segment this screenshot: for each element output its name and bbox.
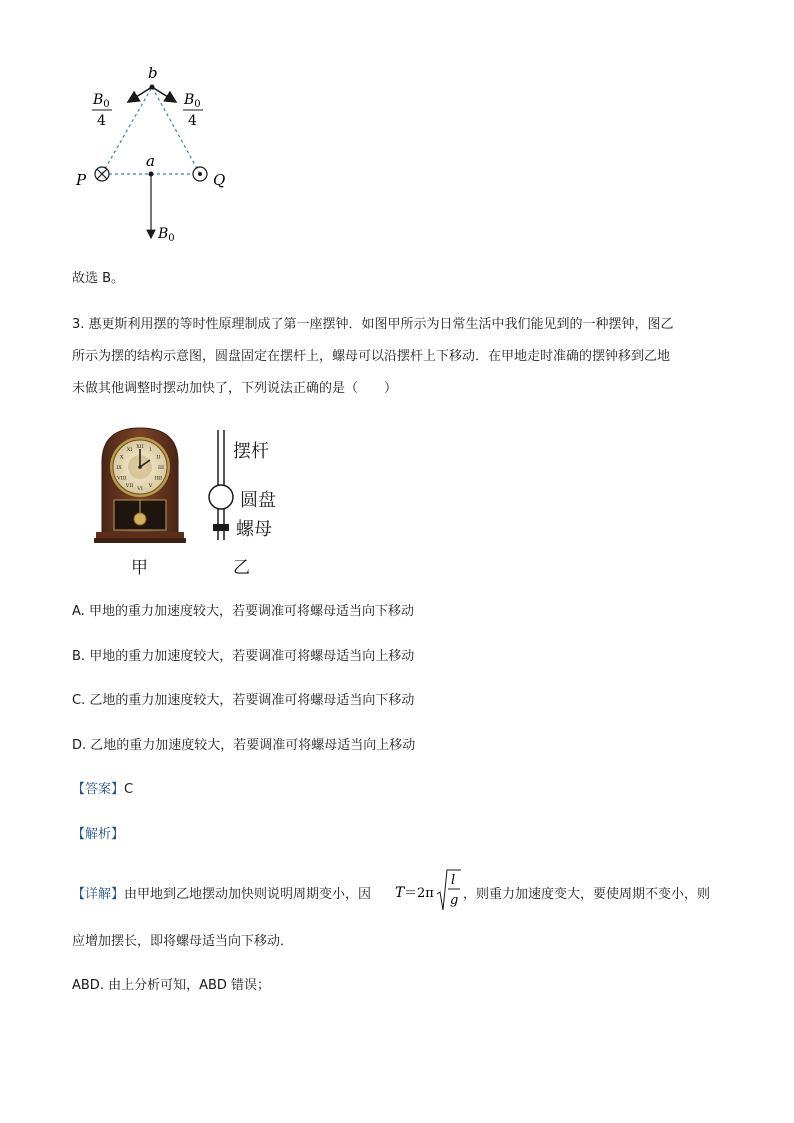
clock-numeral: III xyxy=(158,465,164,471)
wire-q-out-of-page-icon xyxy=(193,167,207,181)
clock-numeral: IIII xyxy=(154,475,163,482)
frac-left-den: 4 xyxy=(97,113,106,129)
label-yi: 乙 xyxy=(233,558,250,578)
detail-text-2: ，则重力加速度变大，要使周期不变小，则 xyxy=(463,887,711,902)
answer-line xyxy=(72,778,133,797)
conclusion-line: ABD. 由上分析可知，ABD 错误； xyxy=(72,978,271,993)
label-b0: $B_0$ xyxy=(158,226,175,244)
option-b[interactable] xyxy=(72,645,414,664)
clock-numeral: IX xyxy=(116,465,122,471)
label-disc: 圆盘 xyxy=(240,490,276,511)
question-line-1 xyxy=(72,313,674,332)
question-text-1: 惠更斯利用摆的等时性原理制成了第一座摆钟．如图甲所示为日常生活中我们能见到的一种摆钟，图乙 xyxy=(88,317,674,332)
analysis-tag: 【解析】 xyxy=(72,827,125,842)
label-jia: 甲 xyxy=(131,558,148,578)
point-a xyxy=(149,172,154,177)
detail-line-2: 应增加摆长，即将螺母适当向下移动． xyxy=(72,934,294,949)
label-p: P xyxy=(76,171,87,189)
pendulum-schematic xyxy=(209,430,233,540)
question-line-2: 所示为摆的结构示意图，圆盘固定在摆杆上，螺母可以沿摆杆上下移动．在甲地走时准确的摆钟移到乙地 xyxy=(72,349,671,364)
pendulum-disc xyxy=(209,485,233,509)
option-d-text: 乙地的重力加速度较大，若要调准可将螺母适当向上移动 xyxy=(90,738,416,753)
clock-numeral: X xyxy=(120,454,124,461)
frac-right-num: $B_0$ xyxy=(184,92,201,110)
frac-right-den: 4 xyxy=(188,113,197,129)
option-b-letter: B. xyxy=(72,649,86,664)
pendulum-nut xyxy=(213,524,229,531)
magnetic-field-diagram xyxy=(60,60,260,250)
question-line-3: 未做其他调整时摆动加快了，下列说法正确的是（ ） xyxy=(72,381,398,396)
label-a: a xyxy=(146,152,155,170)
detail-text-1: 由甲地到乙地摆动加快则说明周期变小，因 xyxy=(124,887,372,902)
detail-tag: 【详解】 xyxy=(72,887,125,902)
option-a-text: 甲地的重力加速度较大，若要调准可将螺母适当向下移动 xyxy=(88,604,414,619)
formula-l: l xyxy=(451,873,456,888)
option-d[interactable] xyxy=(72,734,415,753)
clock-numeral: VII xyxy=(125,483,134,490)
option-a[interactable] xyxy=(72,600,414,619)
option-a-letter: A. xyxy=(72,604,85,619)
frac-left-num: $B_0$ xyxy=(93,92,110,110)
option-c-text: 乙地的重力加速度较大，若要调准可将螺母适当向下移动 xyxy=(89,693,415,708)
detail-line-1 xyxy=(72,883,371,902)
point-b xyxy=(150,85,155,90)
previous-answer: 故选 B。 xyxy=(72,271,125,286)
clock-numeral: VI xyxy=(137,486,143,492)
clock-numeral: II xyxy=(156,454,161,461)
label-nut: 螺母 xyxy=(236,519,272,540)
formula-t: T xyxy=(395,885,405,901)
question-number: 3. xyxy=(72,317,85,332)
option-d-letter: D. xyxy=(72,738,87,753)
formula-g: g xyxy=(450,893,459,908)
period-formula xyxy=(393,866,463,916)
option-b-text: 甲地的重力加速度较大，若要调准可将螺母适当向上移动 xyxy=(89,649,415,664)
option-c-letter: C. xyxy=(72,693,86,708)
option-c[interactable] xyxy=(72,689,414,708)
label-rod: 摆杆 xyxy=(233,441,269,462)
clock-numeral: XII xyxy=(136,444,144,450)
label-q: Q xyxy=(213,171,226,189)
clock-numeral: I xyxy=(149,446,152,453)
arrow-b-left xyxy=(128,87,152,102)
clock-numeral: VIII xyxy=(117,475,127,482)
answer-value: C xyxy=(124,782,134,797)
wire-p-into-page-icon xyxy=(95,167,109,181)
clock-numeral: V xyxy=(148,483,153,490)
clock-numeral: XI xyxy=(126,446,133,453)
label-b: b xyxy=(148,64,158,82)
answer-tag: 【答案】 xyxy=(72,782,125,797)
formula-eq: ＝2π xyxy=(404,886,434,901)
